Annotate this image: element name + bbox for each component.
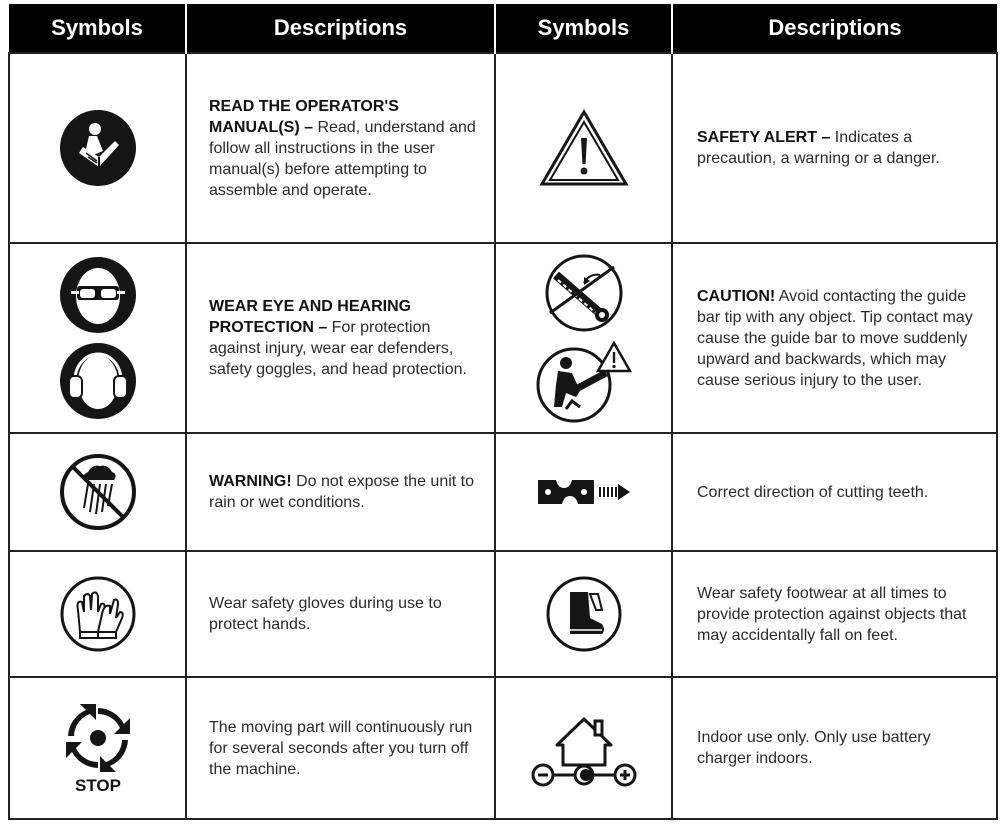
cutting-teeth-direction-icon (534, 472, 634, 512)
description-cell (672, 53, 997, 243)
table-row (9, 433, 997, 551)
table-row (9, 551, 997, 677)
description-cell (186, 243, 495, 433)
stop-label: STOP (74, 776, 121, 795)
symbol-cell (9, 243, 186, 433)
symbol-cell (495, 677, 672, 819)
description-cell (186, 433, 495, 551)
description-bold: SAFETY ALERT – (697, 129, 831, 146)
safety-alert-triangle-icon (538, 108, 630, 188)
symbols-table (8, 4, 996, 820)
description-text: Indoor use only. Only use battery charger indoors. (697, 729, 931, 767)
description-text: Avoid contacting the guide bar tip with any object. Tip contact may cause the guide bar to move suddenly upward and backwards, which may cause serious injury to the user. (697, 287, 973, 389)
symbol-cell (495, 243, 672, 433)
description-cell (186, 677, 495, 819)
stop-rotation-icon (58, 700, 138, 796)
description-cell (672, 433, 997, 551)
header-descriptions-right: Descriptions (672, 4, 997, 53)
description-bold: WARNING! (209, 473, 292, 490)
description-cell (672, 243, 997, 433)
header-symbols-left: Symbols (9, 4, 186, 53)
hearing-protection-icon (59, 342, 137, 420)
description-cell (672, 677, 997, 819)
description-text: Read, understand and follow all instructions in the user manual(s) before attempting to assemble and operate. (209, 118, 476, 199)
symbol-cell (495, 53, 672, 243)
description-cell (186, 53, 495, 243)
description-bold: READ THE OPERATOR'S MANUAL(S) – (209, 97, 399, 136)
header-descriptions-left: Descriptions (186, 4, 495, 53)
guide-bar-tip-icon (544, 253, 624, 333)
symbol-cell (495, 433, 672, 551)
kickback-warning-icon (536, 341, 632, 423)
description-cell (186, 551, 495, 677)
description-text: Wear safety footwear at all times to provide protection against objects that may accidentally fall on feet. (697, 584, 967, 644)
table-row (9, 677, 997, 819)
symbol-cell (9, 677, 186, 819)
read-manual-icon (59, 109, 137, 187)
no-rain-icon (58, 452, 138, 532)
description-bold: WEAR EYE AND HEARING PROTECTION – (209, 298, 412, 336)
table-row (9, 243, 997, 433)
table-row (9, 53, 997, 243)
header-symbols-right: Symbols (495, 4, 672, 53)
symbol-cell (9, 551, 186, 677)
description-text: Indicates a precaution, a warning or a danger. (697, 129, 940, 167)
symbol-cell (9, 433, 186, 551)
symbol-cell (495, 551, 672, 677)
indoor-charger-icon (529, 705, 639, 791)
safety-gloves-icon (58, 574, 138, 654)
description-cell (672, 551, 997, 677)
safety-footwear-icon (544, 574, 624, 654)
description-text: Do not expose the unit to rain or wet conditions. (209, 473, 474, 511)
description-text: The moving part will continuously run for several seconds after you turn off the machine. (209, 718, 473, 778)
description-text: Wear safety gloves during use to protect hands. (209, 595, 442, 633)
symbol-cell (9, 53, 186, 243)
description-text: Correct direction of cutting teeth. (697, 483, 929, 501)
header-row (9, 4, 997, 53)
description-bold: CAUTION! (697, 287, 776, 305)
description-text: For protection against injury, wear ear defenders, safety goggles, and head protection. (209, 319, 467, 378)
eye-protection-icon (59, 256, 137, 334)
